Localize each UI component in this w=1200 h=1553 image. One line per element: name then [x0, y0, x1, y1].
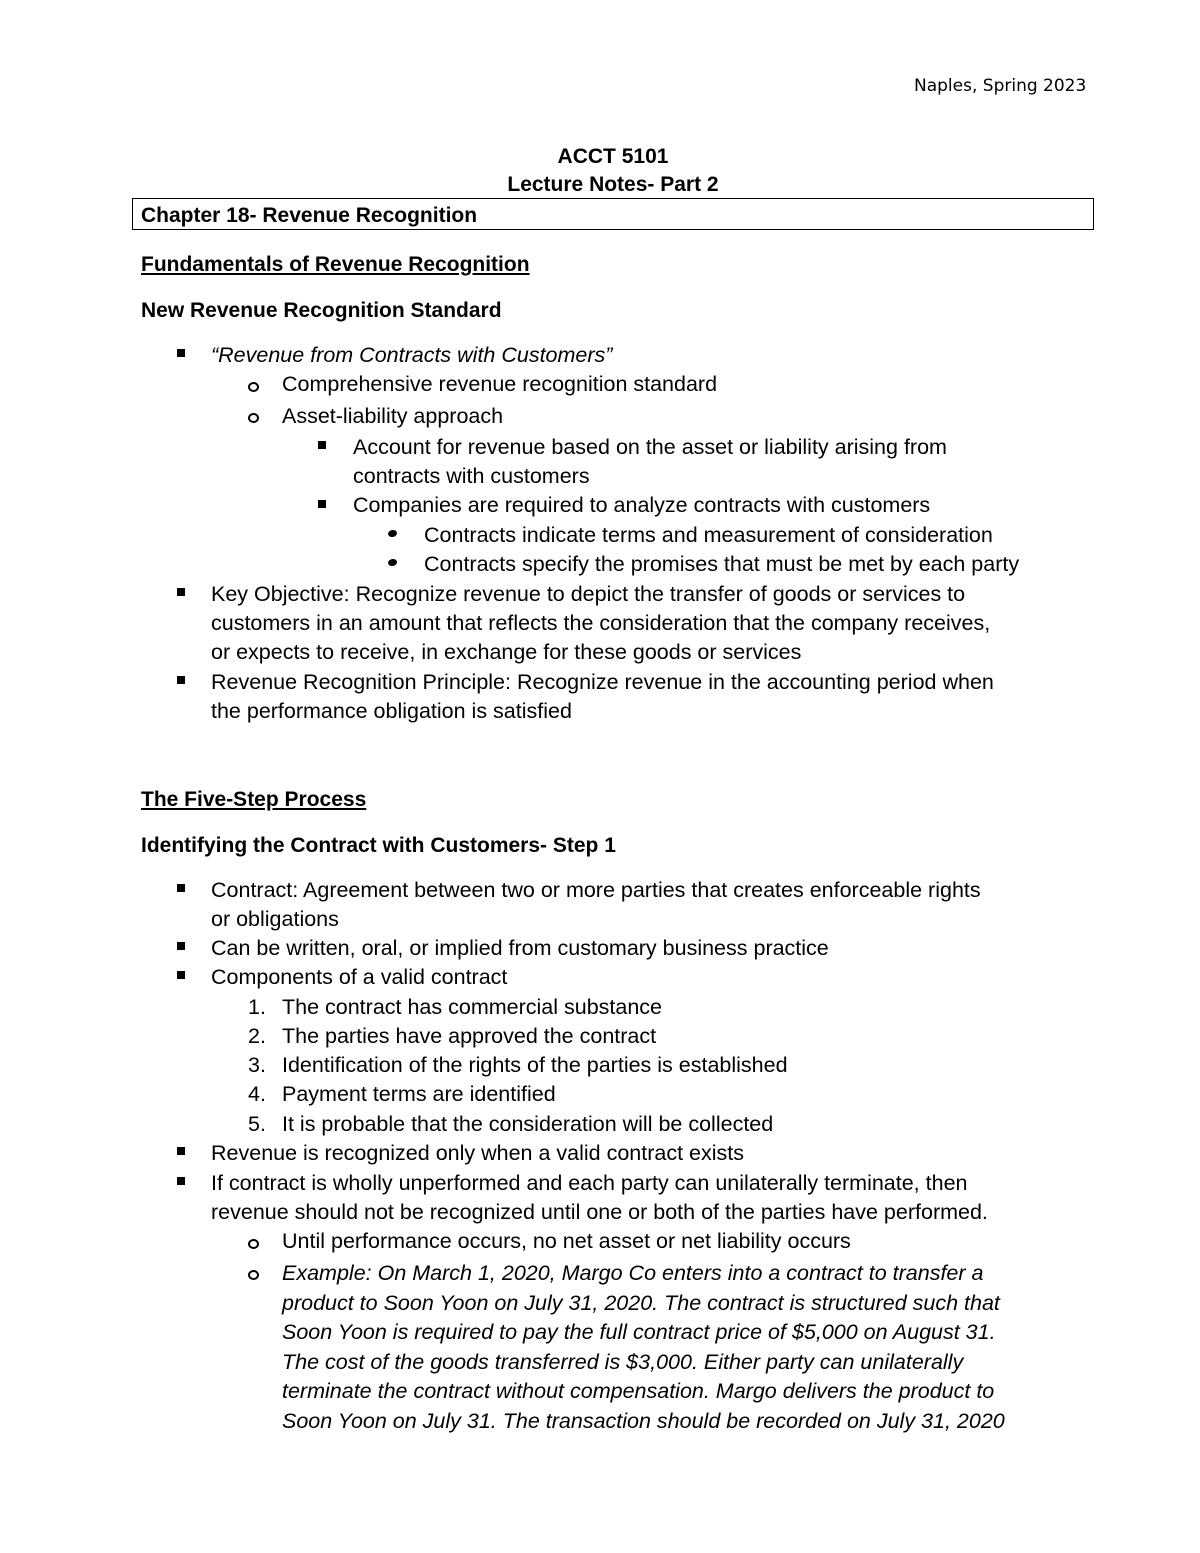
example-line: Soon Yoon is required to pay the full contract price of $5,000 on August 31. — [282, 1320, 996, 1344]
circle-bullet-icon — [248, 1239, 259, 1249]
list-item-number: 2. — [248, 1024, 266, 1048]
list-item: Identification of the rights of the parties is established — [282, 1053, 788, 1077]
chapter-heading: Chapter 18- Revenue Recognition — [141, 204, 478, 227]
list-item-number: 1. — [248, 995, 266, 1019]
bullet-until-performance: Until performance occurs, no net asset or net liability occurs — [282, 1229, 851, 1253]
bullet-components: Components of a valid contract — [211, 965, 508, 989]
bullet-account-for-revenue-line2: contracts with customers — [353, 464, 590, 488]
bullet-analyze-contracts: Companies are required to analyze contracts with customers — [353, 493, 931, 517]
bullet-unperformed-line2: revenue should not be recognized until one or both of the parties have performed. — [211, 1200, 988, 1224]
bullet-standard-name: “Revenue from Contracts with Customers” — [211, 343, 613, 367]
bullet-unperformed-line1: If contract is wholly unperformed and each party can unilaterally terminate, then — [211, 1171, 968, 1195]
square-bullet-icon — [177, 1177, 185, 1185]
circle-bullet-icon — [248, 413, 259, 423]
list-item: The parties have approved the contract — [282, 1024, 657, 1048]
square-bullet-icon — [177, 588, 185, 596]
bullet-recognition-principle-line1: Revenue Recognition Principle: Recognize revenue in the accounting period when — [211, 670, 994, 694]
square-bullet-icon — [177, 349, 185, 357]
list-item: It is probable that the consideration will be collected — [282, 1112, 774, 1136]
bullet-written-oral: Can be written, oral, or implied from customary business practice — [211, 936, 829, 960]
subheading-step-1: Identifying the Contract with Customers- Step 1 — [141, 834, 616, 857]
bullet-recognition-principle-line2: the performance obligation is satisfied — [211, 699, 572, 723]
subheading-new-standard: New Revenue Recognition Standard — [141, 299, 502, 322]
chapter-heading-box — [132, 198, 1094, 230]
bullet-key-objective-line2: customers in an amount that reflects the consideration that the company receives, — [211, 611, 991, 635]
square-bullet-icon — [177, 971, 185, 979]
bullet-contracts-promises: Contracts specify the promises that must be met by each party — [424, 552, 1020, 576]
square-bullet-icon — [318, 441, 326, 449]
square-bullet-icon — [177, 676, 185, 684]
square-bullet-icon — [177, 942, 185, 950]
bullet-contracts-terms: Contracts indicate terms and measurement of consideration — [424, 523, 993, 547]
course-title: ACCT 5101 — [557, 145, 669, 168]
example-line: terminate the contract without compensation. Margo delivers the product to — [282, 1379, 995, 1403]
bullet-key-objective-line3: or expects to receive, in exchange for these goods or services — [211, 640, 802, 664]
bullet-contract-def-line2: or obligations — [211, 907, 339, 931]
example-line: product to Soon Yoon on July 31, 2020. The contract is structured such that — [282, 1291, 1000, 1315]
list-item-number: 5. — [248, 1112, 266, 1136]
section-heading-fundamentals: Fundamentals of Revenue Recognition — [141, 253, 530, 276]
list-item: Payment terms are identified — [282, 1082, 556, 1106]
example-line: Soon Yoon on July 31. The transaction should be recorded on July 31, 2020 — [282, 1409, 1005, 1433]
dot-bullet-icon — [387, 558, 397, 567]
list-item-number: 4. — [248, 1082, 266, 1106]
example-line: The cost of the goods transferred is $3,000. Either party can unilaterally — [282, 1350, 964, 1374]
square-bullet-icon — [177, 1147, 185, 1155]
bullet-contract-def-line1: Contract: Agreement between two or more parties that creates enforceable rights — [211, 878, 981, 902]
circle-bullet-icon — [248, 1270, 259, 1280]
square-bullet-icon — [318, 500, 326, 508]
bullet-asset-liability: Asset-liability approach — [282, 404, 504, 428]
example-line: Example: On March 1, 2020, Margo Co enters into a contract to transfer a — [282, 1261, 984, 1285]
circle-bullet-icon — [248, 382, 259, 392]
lecture-subtitle: Lecture Notes- Part 2 — [507, 173, 719, 196]
bullet-comprehensive: Comprehensive revenue recognition standard — [282, 372, 718, 396]
list-item: The contract has commercial substance — [282, 995, 662, 1019]
bullet-valid-contract: Revenue is recognized only when a valid contract exists — [211, 1141, 745, 1165]
page-header-note: Naples, Spring 2023 — [914, 76, 1087, 96]
bullet-key-objective-line1: Key Objective: Recognize revenue to depict the transfer of goods or services to — [211, 582, 966, 606]
dot-bullet-icon — [387, 529, 397, 538]
square-bullet-icon — [177, 884, 185, 892]
section-heading-five-step: The Five-Step Process — [141, 788, 367, 811]
bullet-account-for-revenue-line1: Account for revenue based on the asset or liability arising from — [353, 435, 947, 459]
list-item-number: 3. — [248, 1053, 266, 1077]
